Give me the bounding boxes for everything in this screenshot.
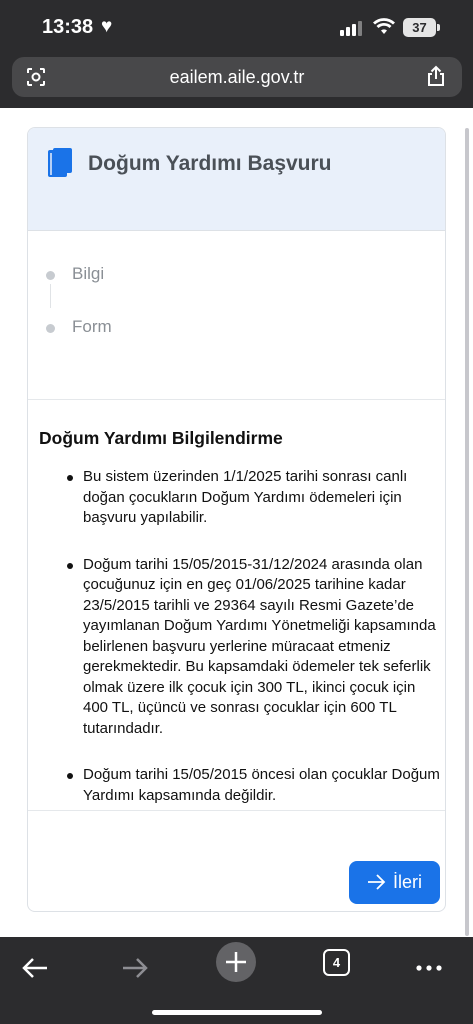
- tabs-button[interactable]: 4: [323, 949, 350, 976]
- battery-indicator: 37: [403, 18, 436, 37]
- list-item: Doğum tarihi 15/05/2015-31/12/2024 arasında olan çocuğunuz için en geç 01/06/2025 tarihine kadar 23/5/2015 tarihli ve 29364 sayılı Resmi Gazete’de yayımlanan Doğum Yardımı Yönetmeliği kapsamında belirlenen başvuru yerlerine müracaat etmeniz gerekmektedir. Bu kapsamdaki ödemeler tek seferlik olmak üzere ilk çocuk için 300 TL, ikinci çocuk için 400 TL, üçüncü ve sonrası çocuklar için 600 TL tutarındadır.: [40, 555, 440, 740]
- url-bar[interactable]: [12, 57, 462, 97]
- status-time: 13:38: [42, 16, 94, 38]
- battery-tip: [437, 24, 440, 31]
- list-item: Doğum tarihi 15/05/2015 öncesi olan çocuklar Doğum Yardımı kapsamında değildir.: [40, 765, 440, 806]
- info-section: [28, 401, 446, 811]
- next-button[interactable]: [349, 861, 440, 904]
- application-card: [27, 127, 446, 912]
- url-text[interactable]: eailem.aile.gov.tr: [169, 67, 305, 87]
- page-title: Doğum Yardımı Başvuru: [88, 152, 332, 175]
- browser-top-chrome: [0, 0, 473, 108]
- cellular-signal-icon: [340, 20, 362, 36]
- step-label: Bilgi: [72, 264, 105, 283]
- step-dot: [46, 324, 55, 333]
- wifi-icon: [372, 16, 396, 36]
- new-tab-button[interactable]: [216, 942, 256, 982]
- plus-icon: [216, 942, 256, 982]
- forward-icon[interactable]: [120, 947, 150, 987]
- step-dot: [46, 271, 55, 280]
- document-icon: [48, 148, 72, 178]
- card-header: [28, 128, 446, 231]
- list-item: Bu sistem üzerinden 1/1/2025 tarihi sonrası canlı doğan çocukların Doğum Yardımı ödemeleri için başvuru yapılabilir.: [40, 467, 440, 529]
- info-list: [40, 467, 440, 832]
- stepper: [28, 232, 446, 400]
- arrow-right-icon: [367, 873, 386, 891]
- step-connector: [50, 284, 51, 308]
- step-label: Form: [72, 317, 112, 336]
- more-icon[interactable]: [414, 947, 444, 987]
- heart-icon: ♥: [101, 16, 113, 37]
- info-title: Doğum Yardımı Bilgilendirme: [39, 428, 283, 448]
- scrollbar[interactable]: [465, 128, 469, 936]
- status-bar: [0, 0, 473, 54]
- next-button-label: İleri: [393, 872, 423, 892]
- browser-toolbar: [0, 937, 473, 1024]
- share-icon[interactable]: [426, 65, 446, 87]
- back-icon[interactable]: [20, 947, 50, 987]
- home-indicator: [152, 1010, 322, 1015]
